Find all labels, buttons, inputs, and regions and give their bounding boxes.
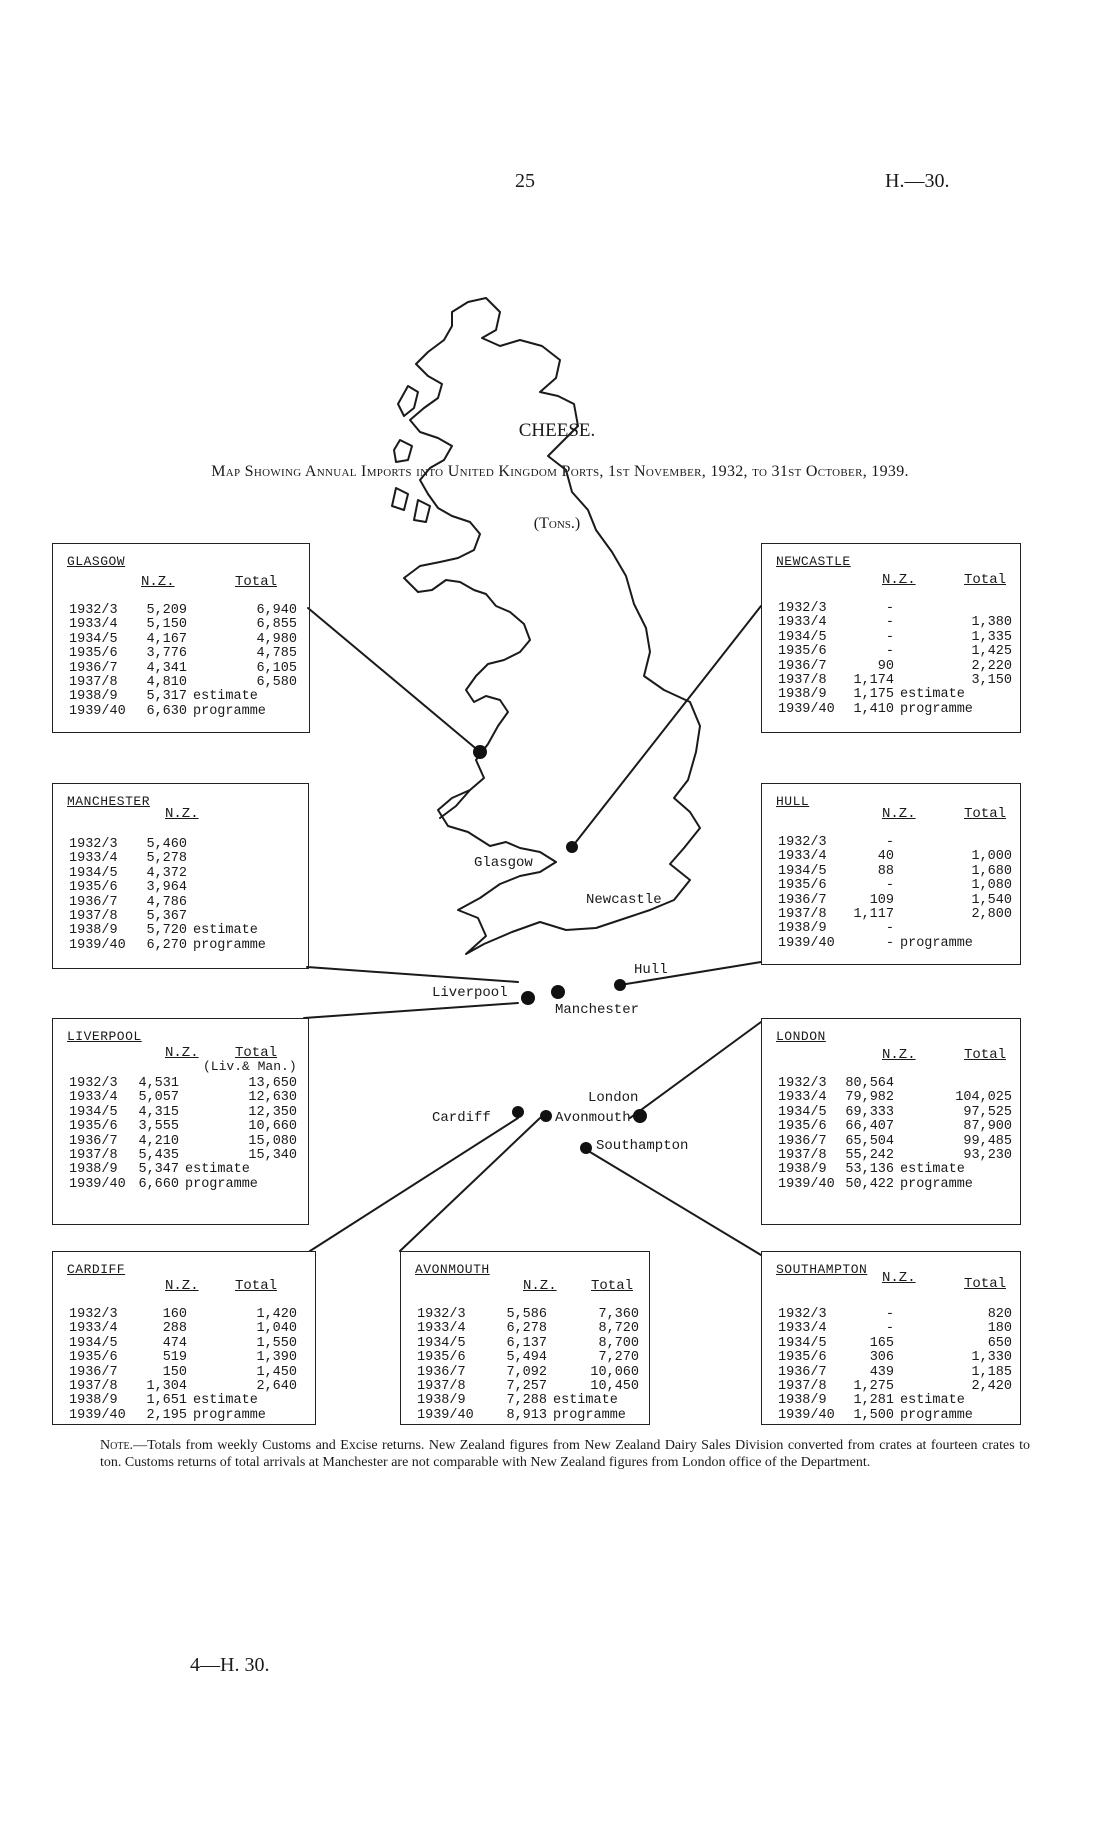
port-box-cardiff	[52, 1251, 316, 1425]
nz-cell: 5,460	[146, 837, 187, 852]
leader-liverpool	[304, 1003, 518, 1018]
nz-cell: -	[885, 601, 894, 616]
total-cell: 15,080	[248, 1133, 297, 1149]
year-cell: 1937/8	[69, 1147, 118, 1163]
total-cell: programme	[193, 937, 266, 953]
year-cell: 1933/4	[778, 849, 827, 865]
year-cell: 1932/3	[69, 837, 118, 852]
year-cell: 1938/9	[778, 1162, 827, 1178]
skye-outline	[394, 440, 412, 462]
city-label-manchester: Manchester	[555, 1002, 640, 1018]
year-cell: 1936/7	[69, 1364, 118, 1380]
total-cell: 8,720	[598, 1321, 639, 1337]
year-cell: 1939/40	[778, 935, 835, 951]
year-cell: 1932/3	[778, 1076, 827, 1091]
year-cell: 1934/5	[778, 629, 827, 645]
total-cell: 1,380	[971, 615, 1012, 631]
port-dot-avonmouth	[540, 1110, 552, 1122]
total-cell: 1,185	[971, 1364, 1012, 1380]
total-cell: estimate	[193, 1393, 258, 1409]
islay-outline	[392, 488, 408, 510]
total-cell: 2,220	[971, 658, 1012, 674]
total-cell: programme	[900, 1407, 973, 1423]
year-cell: 1934/5	[69, 1335, 118, 1351]
city-label-london: London	[588, 1090, 639, 1106]
year-cell: 1937/8	[69, 908, 118, 924]
nz-cell: 2,195	[146, 1407, 187, 1423]
arran-outline	[414, 500, 430, 522]
total-cell: 13,650	[248, 1076, 297, 1091]
nz-cell: 5,317	[146, 689, 187, 705]
total-cell: programme	[900, 935, 973, 951]
nz-header: N.Z.	[882, 572, 916, 588]
nz-cell: 160	[162, 1307, 187, 1322]
nz-cell: 69,333	[845, 1104, 894, 1120]
total-cell: 2,800	[971, 906, 1012, 922]
nz-cell: -	[885, 629, 894, 645]
port-name: NEWCASTLE	[776, 554, 851, 569]
total-cell: 4,785	[256, 646, 297, 662]
port-name: MANCHESTER	[67, 794, 151, 809]
leader-avonmouth	[400, 1118, 540, 1251]
total-cell: 1,000	[971, 849, 1012, 865]
year-cell: 1935/6	[778, 878, 827, 894]
year-cell: 1935/6	[69, 880, 118, 896]
nz-cell: 4,315	[138, 1104, 179, 1120]
nz-cell: 1,117	[853, 906, 894, 922]
total-cell: programme	[193, 1407, 266, 1423]
total-cell: 12,350	[248, 1104, 297, 1120]
nz-cell: -	[885, 1307, 894, 1322]
total-header: Total	[235, 1278, 278, 1294]
port-name: CARDIFF	[67, 1262, 126, 1277]
port-box-glasgow	[52, 543, 310, 733]
nz-cell: 4,786	[146, 894, 187, 910]
nz-cell: 5,720	[146, 923, 187, 939]
year-cell: 1934/5	[778, 1104, 827, 1120]
year-cell: 1936/7	[69, 660, 118, 676]
nz-cell: 5,209	[146, 603, 187, 618]
year-cell: 1939/40	[778, 701, 835, 717]
total-cell: 7,270	[598, 1350, 639, 1366]
nz-cell: 90	[877, 658, 894, 674]
total-cell: 1,680	[971, 863, 1012, 879]
total-cell: 10,660	[248, 1119, 297, 1135]
nz-cell: 109	[869, 892, 894, 908]
port-box-hull	[761, 783, 1021, 965]
nz-header: N.Z.	[882, 1270, 916, 1286]
year-cell: 1937/8	[69, 674, 118, 690]
city-label-liverpool: Liverpool	[432, 985, 508, 1001]
nz-cell: 1,281	[853, 1393, 894, 1409]
year-cell: 1939/40	[69, 1176, 126, 1192]
nz-header: N.Z.	[141, 574, 175, 590]
port-dot-cardiff	[512, 1106, 524, 1118]
total-cell: estimate	[900, 687, 965, 703]
city-label-glasgow: Glasgow	[474, 855, 533, 871]
year-cell: 1937/8	[778, 1147, 827, 1163]
total-cell: 8,700	[598, 1335, 639, 1351]
total-header: Total	[964, 572, 1007, 588]
total-cell: 1,425	[971, 644, 1012, 660]
nz-cell: 6,137	[506, 1335, 547, 1351]
nz-cell: 3,555	[138, 1119, 179, 1135]
footnote-text: —Totals from weekly Customs and Excise returns. New Zealand figures from New Zealand Dairy Sales Division converted from crates at fourteen crates to ton. Customs returns of total arrivals at Manchester are not comparable with New Zealand figures from London office of the Department.	[100, 1438, 1030, 1470]
year-cell: 1939/40	[69, 937, 126, 953]
nz-header: N.Z.	[165, 1045, 199, 1061]
total-cell: 6,105	[256, 660, 297, 676]
year-cell: 1935/6	[69, 646, 118, 662]
port-name: LIVERPOOL	[67, 1029, 142, 1044]
year-cell: 1934/5	[417, 1335, 466, 1351]
nz-cell: 3,964	[146, 880, 187, 896]
nz-cell: 474	[162, 1335, 187, 1351]
nz-cell: 5,150	[146, 617, 187, 633]
nz-cell: 1,651	[146, 1393, 187, 1409]
nz-cell: 6,660	[138, 1176, 179, 1192]
total-cell: 87,900	[963, 1119, 1012, 1135]
footnote-label: Note.	[100, 1438, 134, 1453]
nz-cell: 1,175	[853, 687, 894, 703]
total-cell: 820	[987, 1307, 1012, 1322]
total-cell: 2,420	[971, 1378, 1012, 1394]
year-cell: 1932/3	[778, 1307, 827, 1322]
total-cell: 1,420	[256, 1307, 297, 1322]
nz-cell: 65,504	[845, 1133, 894, 1149]
nz-cell: 1,500	[853, 1407, 894, 1423]
city-label-cardiff: Cardiff	[432, 1110, 491, 1126]
nz-cell: 88	[877, 863, 894, 879]
year-cell: 1939/40	[778, 1176, 835, 1192]
nz-cell: -	[885, 935, 894, 951]
total-cell: 1,450	[256, 1364, 297, 1380]
total-cell: 10,450	[590, 1378, 639, 1394]
year-cell: 1936/7	[417, 1364, 466, 1380]
nz-cell: 5,057	[138, 1090, 179, 1106]
nz-cell: 7,092	[506, 1364, 547, 1380]
total-cell: programme	[900, 701, 973, 717]
port-name: LONDON	[776, 1029, 826, 1044]
year-cell: 1937/8	[778, 906, 827, 922]
total-cell: programme	[193, 703, 266, 719]
total-cell: 93,230	[963, 1147, 1012, 1163]
year-cell: 1936/7	[69, 1133, 118, 1149]
nz-cell: 1,410	[853, 701, 894, 717]
port-dot-hull	[614, 979, 626, 991]
nz-cell: 5,367	[146, 908, 187, 924]
year-cell: 1939/40	[417, 1407, 474, 1423]
nz-cell: 8,913	[506, 1407, 547, 1423]
nz-cell: 4,372	[146, 865, 187, 881]
port-dot-glasgow	[473, 745, 487, 759]
nz-cell: 7,257	[506, 1378, 547, 1394]
port-box-manchester	[52, 783, 309, 969]
year-cell: 1932/3	[69, 1307, 118, 1322]
nz-cell: 5,494	[506, 1350, 547, 1366]
total-cell: estimate	[193, 923, 258, 939]
year-cell: 1936/7	[778, 658, 827, 674]
units-label: (Tons.)	[533, 515, 581, 532]
total-cell: programme	[185, 1176, 258, 1192]
nz-cell: 79,982	[845, 1090, 894, 1106]
total-cell: 1,550	[256, 1335, 297, 1351]
total-cell: estimate	[553, 1393, 618, 1409]
nz-cell: 4,341	[146, 660, 187, 676]
year-cell: 1932/3	[69, 1076, 118, 1091]
leader-newcastle	[572, 606, 761, 847]
nz-cell: 6,278	[506, 1321, 547, 1337]
nz-header: N.Z.	[882, 806, 916, 822]
total-cell: estimate	[900, 1162, 965, 1178]
year-cell: 1938/9	[69, 923, 118, 939]
port-dot-liverpool	[521, 991, 535, 1005]
port-name: GLASGOW	[67, 554, 126, 569]
document-reference: H.—30.	[885, 170, 950, 192]
year-cell: 1933/4	[69, 851, 118, 867]
total-cell: 10,060	[590, 1364, 639, 1380]
total-header: Total	[964, 1276, 1007, 1292]
port-box-liverpool	[52, 1018, 309, 1225]
year-cell: 1937/8	[417, 1378, 466, 1394]
page-footer: 4—H. 30.	[190, 1654, 270, 1676]
great-britain-outline	[404, 298, 700, 954]
total-cell: 6,855	[256, 617, 297, 633]
nz-header: N.Z.	[165, 806, 199, 822]
year-cell: 1934/5	[778, 1335, 827, 1351]
nz-header: N.Z.	[165, 1278, 199, 1294]
total-subheader: (Liv.& Man.)	[203, 1059, 297, 1074]
nz-cell: 6,270	[146, 937, 187, 953]
year-cell: 1936/7	[778, 892, 827, 908]
year-cell: 1933/4	[417, 1321, 466, 1337]
nz-cell: 4,531	[138, 1076, 179, 1091]
port-box-southampton	[761, 1251, 1021, 1425]
nz-cell: -	[885, 921, 894, 937]
nz-cell: 519	[162, 1350, 187, 1366]
nz-cell: 7,288	[506, 1393, 547, 1409]
year-cell: 1938/9	[69, 1162, 118, 1178]
year-cell: 1933/4	[778, 1321, 827, 1337]
year-cell: 1933/4	[778, 1090, 827, 1106]
total-cell: 97,525	[963, 1104, 1012, 1120]
nz-cell: 150	[162, 1364, 187, 1380]
year-cell: 1932/3	[69, 603, 118, 618]
nz-cell: 4,810	[146, 674, 187, 690]
nz-cell: 165	[869, 1335, 894, 1351]
nz-cell: 288	[162, 1321, 187, 1337]
nz-cell: -	[885, 1321, 894, 1337]
nz-cell: 50,422	[845, 1176, 894, 1192]
city-label-newcastle: Newcastle	[586, 892, 662, 908]
year-cell: 1932/3	[417, 1307, 466, 1322]
total-cell: estimate	[900, 1393, 965, 1409]
total-header: Total	[964, 806, 1007, 822]
year-cell: 1937/8	[69, 1378, 118, 1394]
nz-cell: 80,564	[845, 1076, 894, 1091]
nz-cell: -	[885, 644, 894, 660]
total-header: Total	[964, 1047, 1007, 1063]
nz-cell: 1,174	[853, 672, 894, 688]
year-cell: 1938/9	[69, 689, 118, 705]
nz-header: N.Z.	[523, 1278, 557, 1294]
total-cell: programme	[900, 1176, 973, 1192]
nz-cell: 306	[869, 1350, 894, 1366]
total-cell: estimate	[193, 689, 258, 705]
map-subtitle: Map Showing Annual Imports into United Kingdom Ports, 1st November, 1932, to 31st October, 1939.	[211, 463, 909, 480]
year-cell: 1934/5	[69, 865, 118, 881]
total-header: Total	[235, 1045, 278, 1061]
total-cell: 1,040	[256, 1321, 297, 1337]
total-cell: 650	[987, 1335, 1012, 1351]
nz-cell: 55,242	[845, 1147, 894, 1163]
year-cell: 1936/7	[778, 1133, 827, 1149]
year-cell: 1933/4	[69, 1090, 118, 1106]
year-cell: 1938/9	[778, 1393, 827, 1409]
leader-cardiff	[310, 1118, 518, 1251]
year-cell: 1934/5	[778, 863, 827, 879]
nz-cell: 4,210	[138, 1133, 179, 1149]
year-cell: 1939/40	[69, 1407, 126, 1423]
total-header: Total	[591, 1278, 634, 1294]
nz-cell: 40	[877, 849, 894, 865]
year-cell: 1935/6	[778, 1350, 827, 1366]
year-cell: 1934/5	[69, 631, 118, 647]
nz-cell: 1,304	[146, 1378, 187, 1394]
year-cell: 1936/7	[778, 1364, 827, 1380]
year-cell: 1932/3	[778, 835, 827, 850]
nz-cell: 5,435	[138, 1147, 179, 1163]
year-cell: 1939/40	[778, 1407, 835, 1423]
port-name: HULL	[776, 794, 810, 809]
total-cell: 1,330	[971, 1350, 1012, 1366]
city-label-southampton: Southampton	[596, 1138, 689, 1154]
city-label-hull: Hull	[634, 962, 668, 978]
year-cell: 1934/5	[69, 1104, 118, 1120]
leader-glasgow	[308, 608, 480, 752]
year-cell: 1938/9	[778, 921, 827, 937]
total-cell: 6,940	[256, 603, 297, 618]
hebrides-outline	[398, 386, 418, 416]
nz-cell: -	[885, 878, 894, 894]
year-cell: 1938/9	[69, 1393, 118, 1409]
year-cell: 1935/6	[778, 1119, 827, 1135]
year-cell: 1933/4	[69, 617, 118, 633]
leader-london	[630, 1022, 761, 1118]
year-cell: 1932/3	[778, 601, 827, 616]
total-cell: 15,340	[248, 1147, 297, 1163]
nz-cell: 439	[869, 1364, 894, 1380]
nz-cell: 6,630	[146, 703, 187, 719]
nz-cell: 5,347	[138, 1162, 179, 1178]
nz-cell: -	[885, 835, 894, 850]
port-name: AVONMOUTH	[415, 1262, 490, 1277]
page-number: 25	[515, 170, 535, 192]
total-cell: 4,980	[256, 631, 297, 647]
nz-cell: 66,407	[845, 1119, 894, 1135]
total-cell: 3,150	[971, 672, 1012, 688]
leader-manchester	[307, 967, 518, 982]
port-box-newcastle	[761, 543, 1021, 733]
year-cell: 1937/8	[778, 1378, 827, 1394]
leader-southampton	[590, 1152, 761, 1255]
total-cell: 99,485	[963, 1133, 1012, 1149]
year-cell: 1939/40	[69, 703, 126, 719]
year-cell: 1938/9	[417, 1393, 466, 1409]
total-cell: 12,630	[248, 1090, 297, 1106]
total-cell: 7,360	[598, 1307, 639, 1322]
total-cell: 104,025	[955, 1090, 1012, 1106]
total-cell: 1,390	[256, 1350, 297, 1366]
total-cell: 180	[987, 1321, 1012, 1337]
total-header: Total	[235, 574, 278, 590]
nz-cell: 4,167	[146, 631, 187, 647]
nz-cell: 53,136	[845, 1162, 894, 1178]
port-dot-london	[633, 1109, 647, 1123]
port-box-avonmouth	[400, 1251, 650, 1425]
total-cell: 1,335	[971, 629, 1012, 645]
port-dot-manchester	[551, 985, 565, 999]
nz-cell: -	[885, 615, 894, 631]
port-dot-southampton	[580, 1142, 592, 1154]
year-cell: 1936/7	[69, 894, 118, 910]
footnote	[100, 1438, 1030, 1471]
total-cell: 6,580	[256, 674, 297, 690]
total-cell: programme	[553, 1407, 626, 1423]
nz-header: N.Z.	[882, 1047, 916, 1063]
total-cell: estimate	[185, 1162, 250, 1178]
port-name: SOUTHAMPTON	[776, 1262, 868, 1277]
year-cell: 1935/6	[417, 1350, 466, 1366]
year-cell: 1933/4	[778, 615, 827, 631]
year-cell: 1938/9	[778, 687, 827, 703]
total-cell: 1,540	[971, 892, 1012, 908]
city-label-avonmouth: Avonmouth	[555, 1110, 631, 1126]
port-box-london	[761, 1018, 1021, 1225]
nz-cell: 1,275	[853, 1378, 894, 1394]
nz-cell: 5,278	[146, 851, 187, 867]
total-cell: 2,640	[256, 1378, 297, 1394]
year-cell: 1935/6	[778, 644, 827, 660]
year-cell: 1933/4	[69, 1321, 118, 1337]
page-title: CHEESE.	[518, 420, 596, 441]
year-cell: 1935/6	[69, 1350, 118, 1366]
year-cell: 1935/6	[69, 1119, 118, 1135]
nz-cell: 3,776	[146, 646, 187, 662]
year-cell: 1937/8	[778, 672, 827, 688]
nz-cell: 5,586	[506, 1307, 547, 1322]
port-dot-newcastle	[566, 841, 578, 853]
total-cell: 1,080	[971, 878, 1012, 894]
